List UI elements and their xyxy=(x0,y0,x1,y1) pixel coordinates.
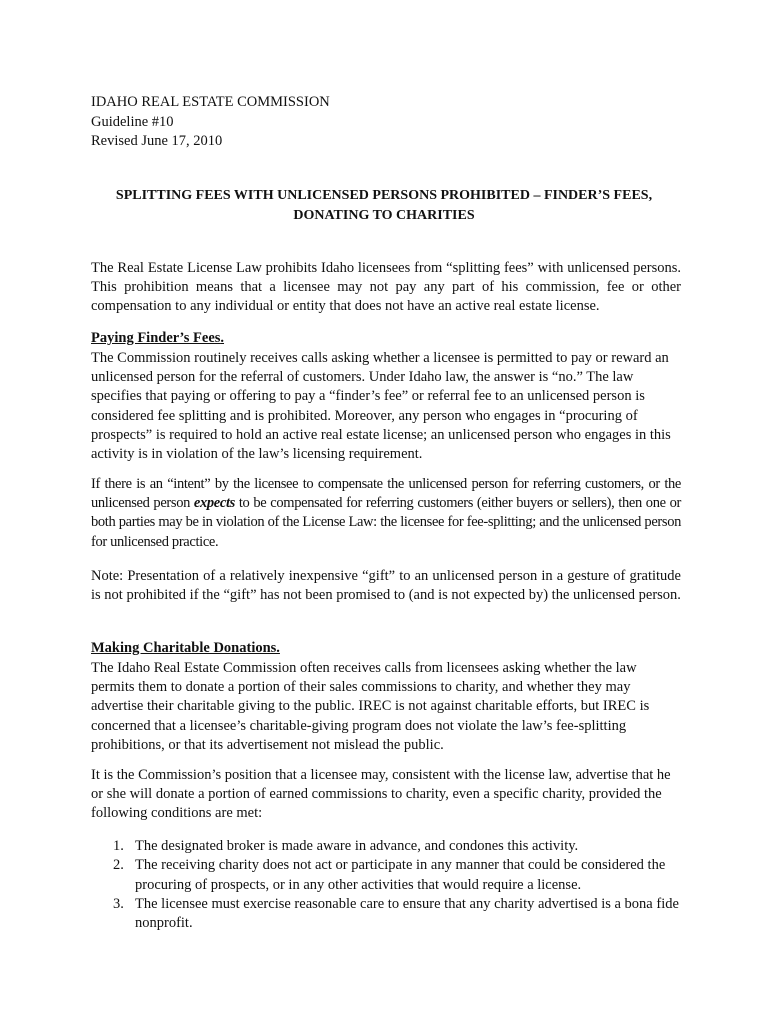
charitable-paragraph-1: The Idaho Real Estate Commission often receives calls from licensees asking whether the law permits them to donate a portion of their sales commissions to charity, and whether they may advertise their charitable giving to the public. IREC is not against charitable efforts, but IREC is concerned that a licensee’s charitable-giving program does not violate the law’s fee-splitting prohibitions, or that its advertisement not mislead the public. xyxy=(91,660,650,753)
condition-text: The designated broker is made aware in advance, and condones this activity. xyxy=(135,838,579,854)
guideline-number: Guideline #10 xyxy=(91,113,174,130)
finders-fees-paragraph-1: The Commission routinely receives calls asking whether a licensee is permitted to pay or reward an unlicensed person for the referral of customers. Under Idaho law, the answer is “no.” The law specifies that paying or offering to pay a “finder’s fee” or referral fee to an unlicensed person is considered fee splitting and is prohibited. Moreover, any person who engages in “procuring of prospects” is required to hold an active real estate license; an unlicensed person who engages in this activity is in violation of the law’s licensing requirement. xyxy=(91,350,671,463)
p2-text-after: to be compensated for referring customers (either buyers or sellers), then one or both parties may be in violation of the License Law: the licensee for fee-splitting; and the unlicensed person for unlicensed practice. xyxy=(91,495,681,550)
section-heading-finders-fees xyxy=(91,330,224,347)
condition-text: The licensee must exercise reasonable care to ensure that any charity advertised is a bona fide nonprofit. xyxy=(135,895,679,932)
intro-paragraph: The Real Estate License Law prohibits Idaho licensees from “splitting fees” with unlicensed persons. This prohibition means that a licensee may not pay any part of his commission, fee or other compensation to any individual or entity that does not have an active real estate license. xyxy=(91,260,681,315)
condition-number: 3. xyxy=(113,895,124,912)
condition-number: 2. xyxy=(113,857,124,874)
document-header xyxy=(91,93,330,152)
organization-name: IDAHO REAL ESTATE COMMISSION xyxy=(91,94,330,110)
expects-emphasis: expects xyxy=(193,495,235,512)
section-heading-charitable-donations: Making Charitable Donations. xyxy=(91,640,280,656)
charitable-paragraph-2: It is the Commission’s position that a licensee may, consistent with the license law, advertise that he or she will donate a portion of earned commissions to charity, even a specific charity, provided the following conditions are met: xyxy=(91,767,671,822)
heading-period: . xyxy=(220,330,225,346)
finders-fees-paragraph-2 xyxy=(91,475,681,552)
p2-text-before: If there is an “intent” by the licensee to compensate the unlicensed person for referring customers, or the unlicensed person xyxy=(91,476,681,512)
finders-fees-heading-text: Paying Finder’s Fees xyxy=(91,330,221,346)
condition-text: The receiving charity does not act or participate in any manner that could be considered the procuring of prospects, or in any other activities that would require a license. xyxy=(135,857,666,893)
title-line-1: SPLITTING FEES WITH UNLICENSED PERSONS PROHIBITED – FINDER’S FEES, xyxy=(115,188,653,203)
conditions-list xyxy=(91,837,681,933)
title-line-2: DONATING TO CHARITIES xyxy=(293,207,475,223)
condition-item xyxy=(91,895,681,934)
gift-note-paragraph: Note: Presentation of a relatively inexpensive “gift” to an unlicensed person in a gesture of gratitude is not prohibited if the “gift” has not been promised to (and is not expected by) the unlicensed person. xyxy=(91,568,681,604)
revision-date: Revised June 17, 2010 xyxy=(91,133,223,149)
document-title xyxy=(80,186,688,225)
condition-item xyxy=(91,837,681,856)
condition-number: 1. xyxy=(113,838,124,854)
condition-item xyxy=(91,856,681,895)
